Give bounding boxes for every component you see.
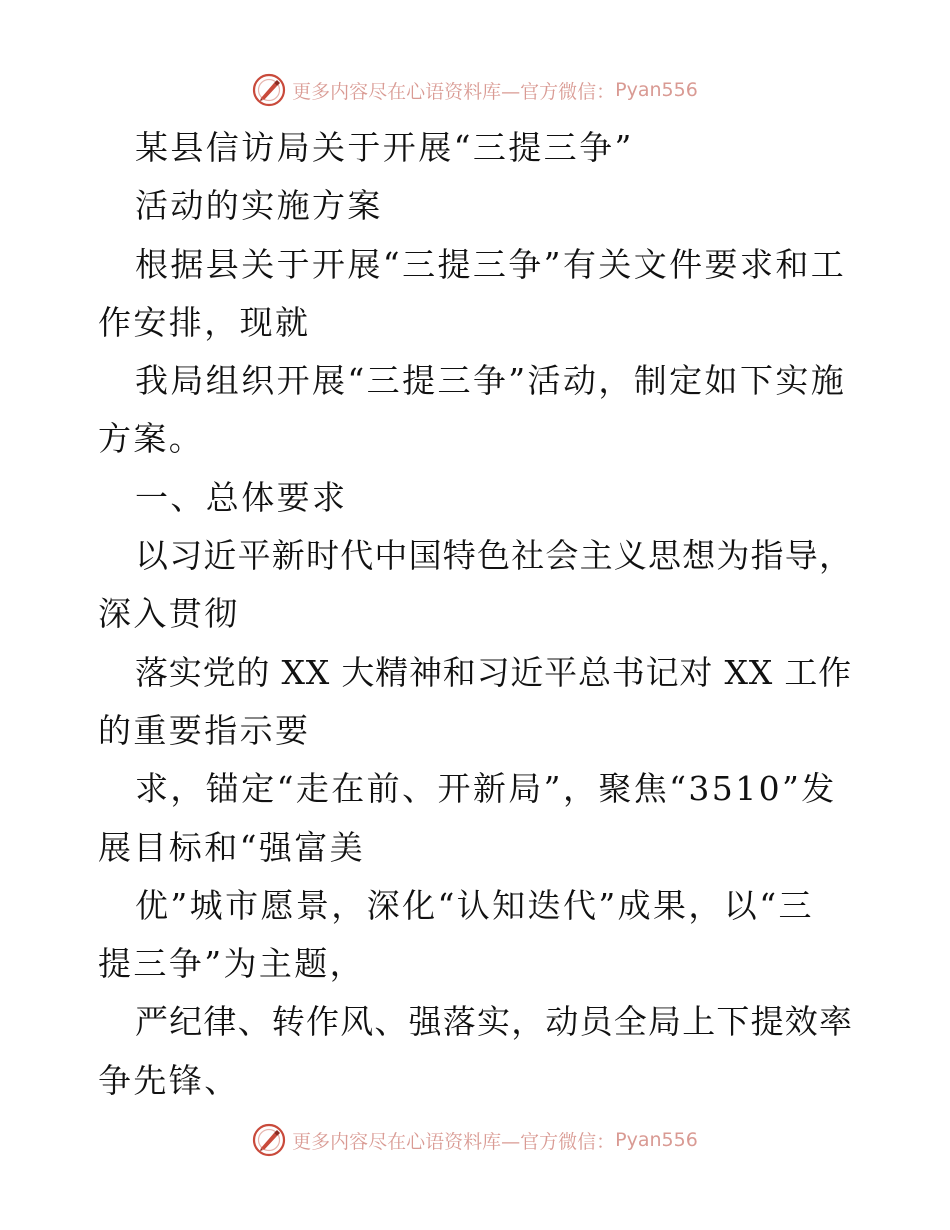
text-line: 作安排，现就 <box>98 302 311 342</box>
text-line: 我局组织开展“三提三争”活动，制定如下实施 <box>135 361 847 401</box>
watermark-text: 更多内容尽在心语资料库—官方微信： <box>292 1130 616 1153</box>
text-line: 求，锚定“走在前、开新局”，聚焦“3510”发 <box>135 769 837 809</box>
text-line: 落实党的 XX 大精神和习近平总书记对 XX 工作 <box>135 652 852 692</box>
watermark-footer <box>0 1120 950 1160</box>
text-line: 的重要指示要 <box>98 710 311 750</box>
text-line: 方案。 <box>98 419 205 459</box>
text-line: 深入贯彻 <box>98 594 240 634</box>
watermark-handle: Pyan556 <box>615 1129 698 1151</box>
watermark-handle: Pyan556 <box>615 79 698 101</box>
pen-seal-icon <box>252 1123 286 1157</box>
text-line: 提三争”为主题， <box>98 944 366 984</box>
text-line: 以习近平新时代中国特色社会主义思想为指导， <box>135 536 854 576</box>
text-line: 优”城市愿景，深化“认知迭代”成果，以“三 <box>135 885 814 925</box>
text-line: 严纪律、转作风、强落实，动员全局上下提效率 <box>135 1002 854 1042</box>
text-line: 根据县关于开展“三提三争”有关文件要求和工 <box>135 244 847 284</box>
watermark-text: 更多内容尽在心语资料库—官方微信： <box>292 80 616 103</box>
text-line: 展目标和“强富美 <box>98 827 366 867</box>
pen-seal-icon <box>252 73 286 107</box>
text-line: 争先锋、 <box>98 1060 240 1100</box>
watermark-header <box>0 70 950 110</box>
text-line: 一、总体要求 <box>135 477 348 517</box>
text-line: 活动的实施方案 <box>135 186 383 226</box>
text-line: 某县信访局关于开展“三提三争” <box>135 128 634 167</box>
document-body <box>98 119 854 1110</box>
